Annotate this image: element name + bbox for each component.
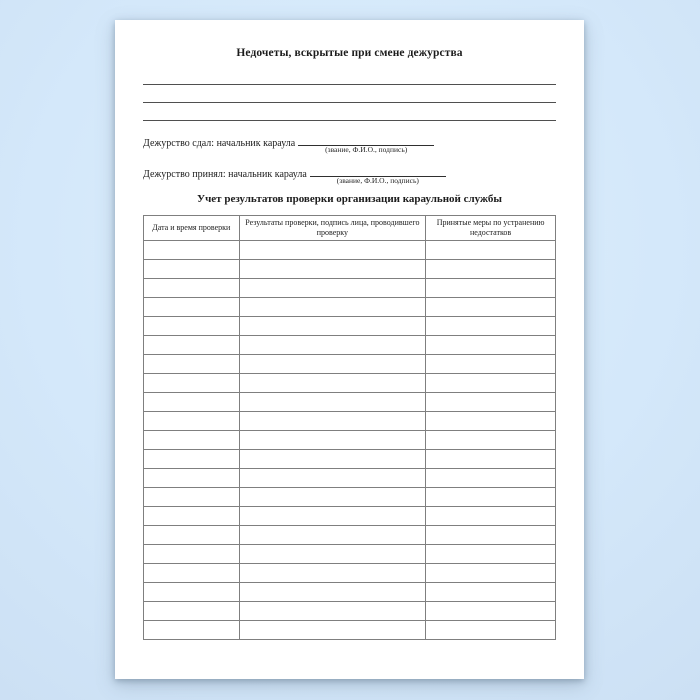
table-cell [426,355,556,374]
table-cell [239,469,426,488]
table-cell [239,526,426,545]
table-cell [426,412,556,431]
table-cell [239,374,426,393]
handover-row-received [143,165,556,185]
table-cell [426,469,556,488]
table-row [144,621,556,640]
handover-row-gave [143,134,556,154]
table-cell [239,317,426,336]
signature-caption: (звание, Ф.И.О., подпись) [336,176,419,185]
table-cell [239,355,426,374]
section-title: Учет результатов проверки организации караульной службы [197,193,502,205]
table-row [144,507,556,526]
table-cell [144,526,240,545]
table-cell [144,355,240,374]
table-cell [144,545,240,564]
signature-line [298,134,434,154]
table-row [144,374,556,393]
table-cell [426,374,556,393]
table-cell [144,583,240,602]
table-cell [144,564,240,583]
table-cell [426,298,556,317]
col-header-results: Результаты проверки, подпись лица, проводившего проверку [239,216,426,241]
table-cell [144,450,240,469]
blank-lines-area [143,67,556,121]
table-cell [426,545,556,564]
table-cell [426,336,556,355]
table-cell [239,431,426,450]
table-cell [426,583,556,602]
table-row [144,602,556,621]
table-cell [239,279,426,298]
table-cell [426,317,556,336]
table-row [144,526,556,545]
table-row [144,450,556,469]
table-row [144,488,556,507]
table-row [144,412,556,431]
table-cell [144,260,240,279]
table-cell [144,412,240,431]
table-cell [239,450,426,469]
table-cell [144,621,240,640]
handover-gave-label: Дежурство сдал: начальник караула [143,138,296,149]
table-cell [144,393,240,412]
table-cell [426,393,556,412]
table-cell [144,279,240,298]
table-row [144,355,556,374]
table-cell [239,545,426,564]
table-body [144,241,556,640]
table-row [144,469,556,488]
handover-received-label: Дежурство принял: начальник караула [143,169,307,180]
table-cell [144,374,240,393]
table-cell [426,602,556,621]
table-row [144,431,556,450]
table-cell [426,621,556,640]
table-cell [239,393,426,412]
table-row [144,241,556,260]
blank-line [143,67,556,85]
document-title: Недочеты, вскрытые при смене дежурства [236,47,463,59]
table-cell [144,298,240,317]
table-row [144,317,556,336]
table-cell [426,488,556,507]
signature-caption: (звание, Ф.И.О., подпись) [325,145,408,154]
inspection-table [143,215,556,640]
table-row [144,564,556,583]
table-cell [239,507,426,526]
signature-line [310,165,446,185]
table-cell [144,241,240,260]
table-row [144,336,556,355]
blank-line [143,103,556,121]
table-cell [426,279,556,298]
table-cell [144,336,240,355]
table-cell [426,564,556,583]
table-cell [239,412,426,431]
table-cell [239,488,426,507]
table-cell [426,260,556,279]
table-cell [239,583,426,602]
table-cell [144,507,240,526]
table-cell [239,602,426,621]
table-row [144,279,556,298]
table-cell [426,431,556,450]
table-cell [426,241,556,260]
table-cell [426,526,556,545]
col-header-date-time: Дата и время проверки [144,216,240,241]
table-cell [144,602,240,621]
blank-line [143,85,556,103]
table-cell [144,469,240,488]
table-row [144,298,556,317]
table-row [144,393,556,412]
table-row [144,260,556,279]
table-cell [239,564,426,583]
table-cell [239,298,426,317]
table-row [144,583,556,602]
table-cell [239,621,426,640]
col-header-measures: Принятые меры по устранению недостатков [426,216,556,241]
table-row [144,545,556,564]
table-header-row [144,216,556,241]
table-cell [239,260,426,279]
table-cell [144,488,240,507]
document-page [115,20,584,679]
table-cell [239,336,426,355]
table-cell [426,450,556,469]
table-cell [426,507,556,526]
table-cell [239,241,426,260]
table-cell [144,317,240,336]
table-cell [144,431,240,450]
